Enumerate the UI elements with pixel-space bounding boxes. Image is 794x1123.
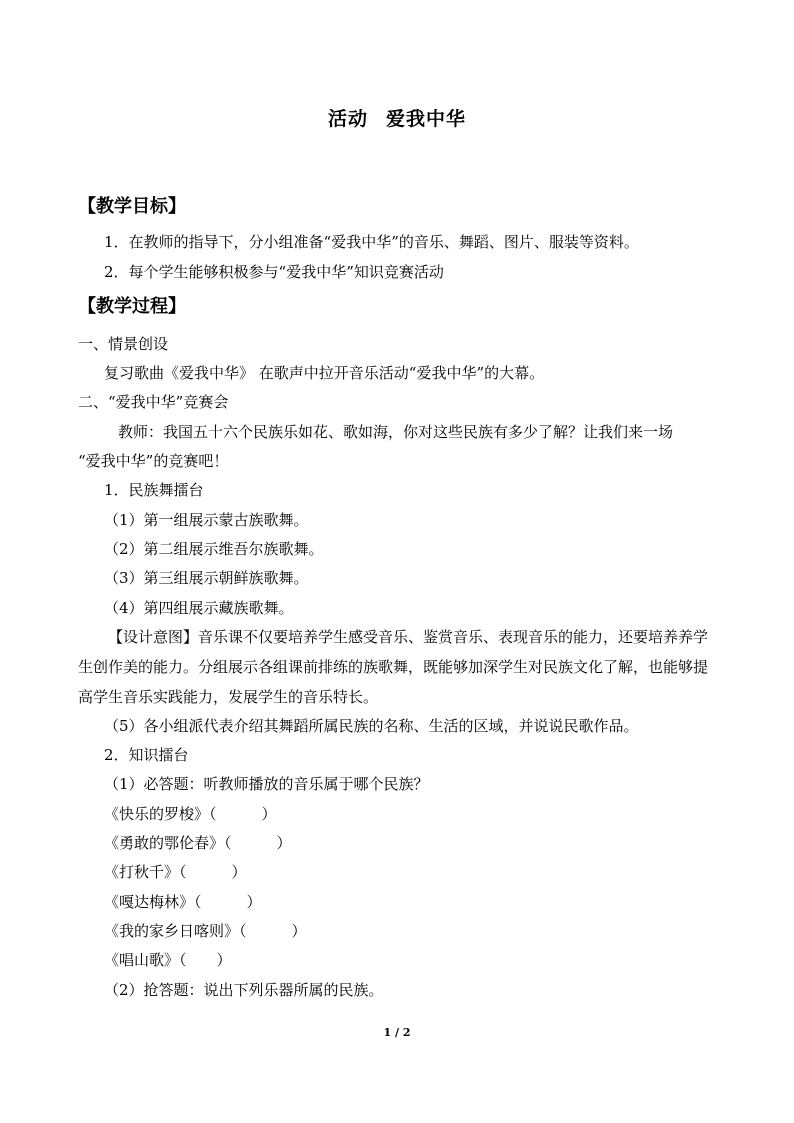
section-1-text: 复习歌曲《爱我中华》 在歌声中拉开音乐活动“爱我中华”的大幕。	[104, 364, 545, 382]
goals-heading: 【教学目标】	[78, 196, 186, 217]
dance-item: （1）第一组展示蒙古族歌舞。	[104, 511, 309, 529]
song-item: 《勇敢的鄂伦春》（ ）	[104, 834, 292, 852]
title-part1: 活动	[327, 108, 368, 130]
question-1: （1）必答题：听教师播放的音乐属于哪个民族？	[104, 775, 429, 793]
song-item: 《我的家乡日喀则》（ ）	[104, 922, 307, 940]
item-2-title: 2．知识擂台	[104, 746, 189, 764]
process-heading: 【教学过程】	[78, 296, 186, 317]
song-item: 《打秋千》（ ）	[104, 863, 247, 881]
dance-item: （3）第三组展示朝鲜族歌舞。	[104, 569, 309, 587]
question-2: （2）抢答题：说出下列乐器所属的民族。	[104, 981, 384, 999]
teacher-line-1: 教师：我国五十六个民族乐如花、歌如海，你对这些民族有多少了解？让我们来一场	[118, 423, 674, 441]
page-number: 1 / 2	[383, 1026, 411, 1039]
design-intent-text: 【设计意图】音乐课不仅要培养学生感受音乐、鉴赏音乐、表现音乐的能力，还要培养养学生创作美的能力。分组展示各组课前排练的族歌舞，既能够加深学生对民族文化了解，也能够提高学生音乐实践能力，发展学生的音乐特长。	[78, 628, 709, 706]
item-1-title: 1．民族舞擂台	[104, 481, 204, 499]
goal-item: 2．每个学生能够积极参与“爱我中华”知识竞赛活动	[104, 263, 444, 281]
title-part2: 爱我中华	[386, 108, 467, 130]
teacher-line-2: “爱我中华”的竞赛吧！	[78, 452, 229, 470]
page-title	[0, 104, 794, 131]
song-item: 《快乐的罗梭》（ ）	[104, 805, 277, 823]
song-item: 《嘎达梅林》（ ）	[104, 893, 262, 911]
section-1-title: 一、情景创设	[78, 335, 169, 353]
goal-item: 1．在教师的指导下，分小组准备“爱我中华”的音乐、舞蹈、图片、服装等资料。	[104, 233, 639, 251]
dance-item: （2）第二组展示维吾尔族歌舞。	[104, 540, 324, 558]
design-intent-paragraph	[78, 622, 718, 712]
item-5: （5）各小组派代表介绍其舞蹈所属民族的名称、生活的区域，并说说民歌作品。	[104, 717, 639, 735]
dance-item: （4）第四组展示藏族歌舞。	[104, 599, 294, 617]
song-item: 《唱山歌》（ ）	[104, 951, 232, 969]
section-2-title: 二、“爱我中华”竞赛会	[78, 393, 229, 411]
